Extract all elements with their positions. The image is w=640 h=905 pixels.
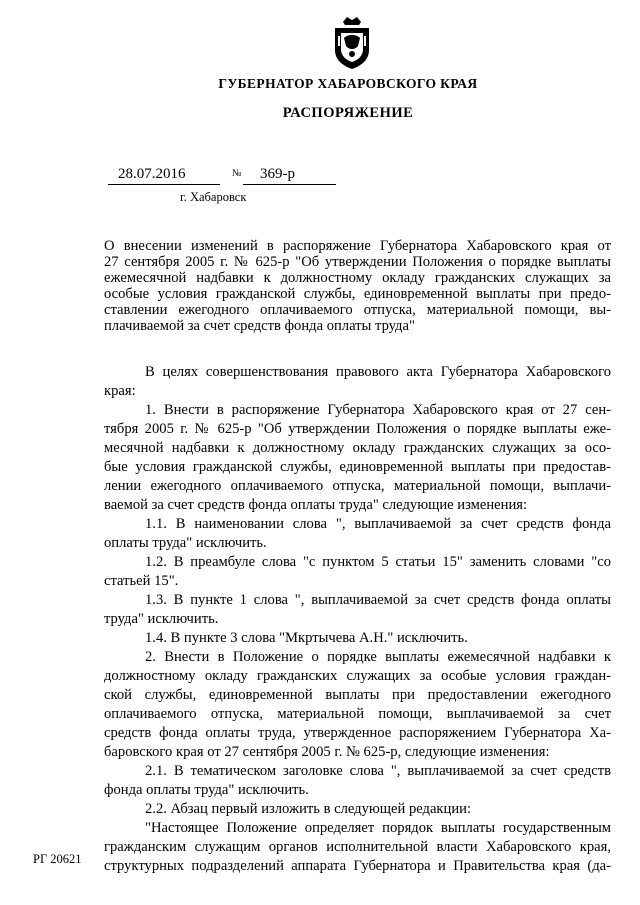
registration-line [108,166,348,188]
body-line: 1.1. В наименовании слова ", выплачиваемой за счет средств фонда [145,516,611,532]
place-of-issue: г. Хабаровск [180,190,247,204]
subject-line: ставлении ежегодного оплачиваемого отпуска, материальной помощи, вы- [104,302,611,318]
body-line: ваемой за счет средств фонда оплаты труда" следующие изменения: [104,497,528,513]
body-line: должностному окладу гражданских служащих за особые условия граждан- [104,668,611,684]
body-line: 1.2. В преамбуле слова "с пунктом 5 статьи 15" заменить словами "со [145,554,611,570]
body-line: тября 2005 г. № 625-р "Об утверждении Положения о порядке выплаты еже- [104,421,611,437]
body-line: 2.2. Абзац первый изложить в следующей редакции: [145,801,472,817]
body-line: статьей 15". [104,573,179,589]
body-line: фонда оплаты труда" исключить. [104,782,309,798]
subject-line: О внесении изменений в распоряжение Губернатора Хабаровского края от [104,238,611,254]
document-subject [104,238,611,334]
body-line: бые условия гражданской службы, единовременной выплаты при предостав- [104,459,611,475]
subject-line: плачиваемой за счет средств фонда оплаты труда" [104,318,415,334]
body-line: труда" исключить. [104,611,219,627]
body-line: средств фонда оплаты труда, утвержденное распоряжением Губернатора Ха- [104,725,611,741]
body-line: оплачиваемого отпуска, материальной помощи, выплачиваемой за счет [104,706,611,722]
body-line: В целях совершенствования правового акта Губернатора Хабаровского [145,364,611,380]
body-line: края: [104,383,136,399]
document-date: 28.07.2016 [118,166,186,182]
number-sign: № [232,168,242,179]
body-line: 1. Внести в распоряжение Губернатора Хабаровского края от 27 сен- [145,402,611,418]
subject-line: особые условия гражданской службы, единовременной выплаты при предо- [104,286,611,302]
body-line: оплаты труда" исключить. [104,535,267,551]
body-line: лении ежегодного оплачиваемого отпуска, материальной помощи, выплачи- [104,478,611,494]
registry-code: РГ 20621 [33,852,82,866]
subject-line: 27 сентября 2005 г. № 625-р "Об утверждении Положения о порядке выплаты [104,254,611,270]
body-line: структурных подразделений аппарата Губернатора и Правительства края (да- [104,858,611,874]
body-line: ской службы, единовременной выплаты при предоставлении ежегодного [104,687,611,703]
issuing-authority: ГУБЕРНАТОР ХАБАРОВСКОГО КРАЯ [218,76,478,91]
document-type-title: РАСПОРЯЖЕНИЕ [282,105,414,121]
body-line: 1.3. В пункте 1 слова ", выплачиваемой за счет средств фонда оплаты [145,592,611,608]
document-body [104,363,611,876]
body-line: 2. Внести в Положение о порядке выплаты ежемесячной надбавки к [145,649,611,665]
body-line: месячной надбавки к должностному окладу гражданских служащих за осо- [104,440,611,456]
subject-line: ежемесячной надбавки к должностному окладу гражданских служащих за [104,270,611,286]
body-line: "Настоящее Положение определяет порядок выплаты государственным [145,820,611,836]
body-line: 1.4. В пункте 3 слова "Мкртычева А.Н." исключить. [145,630,468,646]
body-line: 2.1. В тематическом заголовке слова ", выплачиваемой за счет средств [145,763,611,779]
coat-of-arms-icon [329,16,375,70]
date-underline [108,184,220,185]
document-number: 369-р [260,166,295,182]
body-line: гражданским служащим органов исполнительной власти Хабаровского края, [104,839,611,855]
body-line: баровского края от 27 сентября 2005 г. № 625-р, следующие изменения: [104,744,550,760]
number-underline [243,184,336,185]
